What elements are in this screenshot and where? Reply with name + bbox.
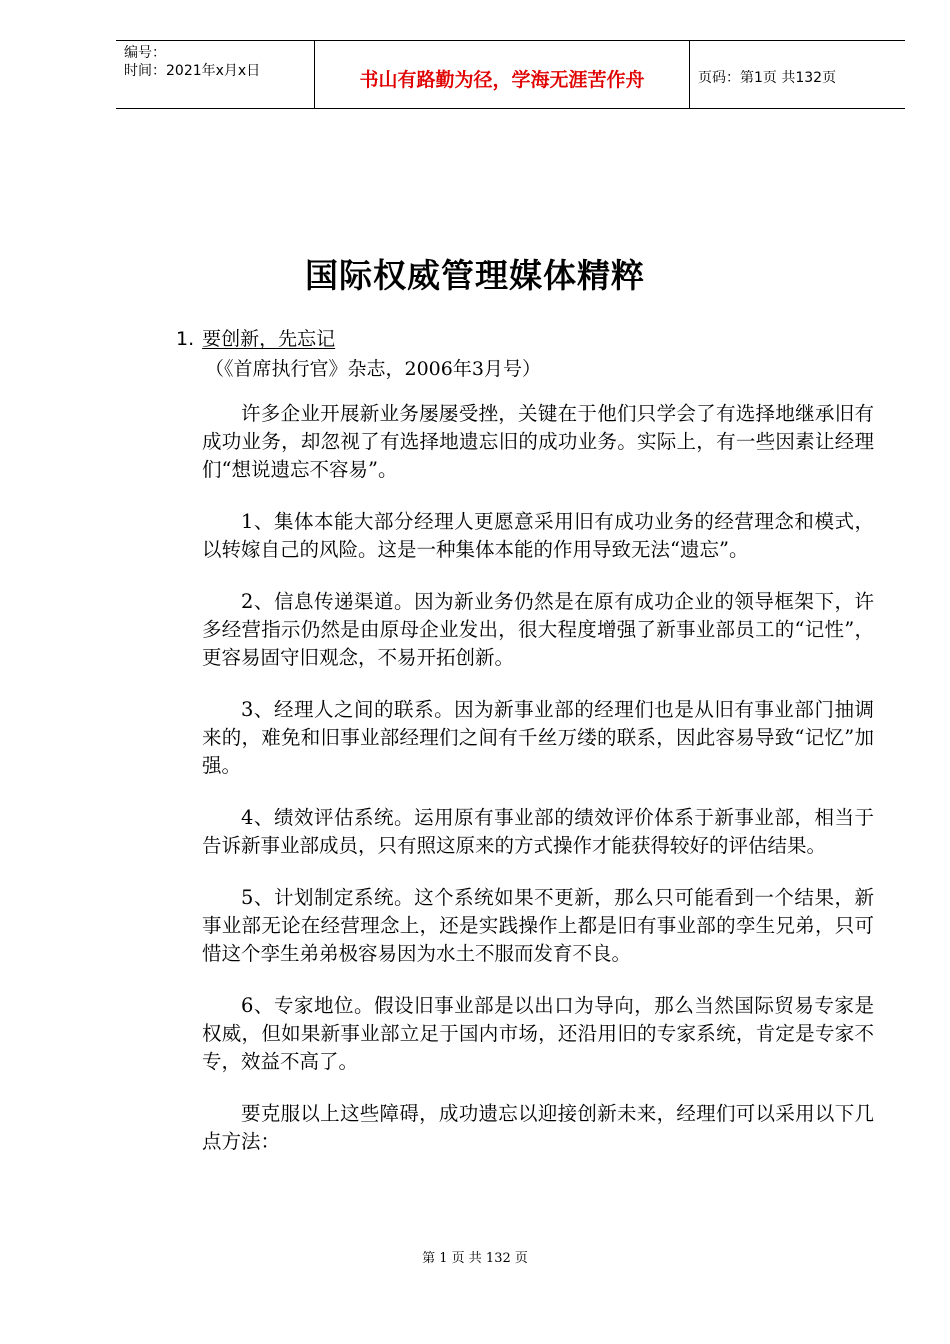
paragraph-point-1: 1、集体本能大部分经理人更愿意采用旧有成功业务的经营理念和模式，以转嫁自己的风险。这是一种集体本能的作用导致无法“遗忘”。 — [202, 510, 874, 561]
paragraph-point-4: 4、绩效评估系统。运用原有事业部的绩效评价体系于新事业部，相当于告诉新事业部成员，只有照这原来的方式操作才能获得较好的评估结果。 — [202, 806, 874, 857]
section-source: （《首席执行官》杂志，2006年3月号） — [205, 358, 541, 380]
paragraph-point-3: 3、经理人之间的联系。因为新事业部的经理们也是从旧有事业部门抽调来的，难免和旧事业部经理们之间有千丝万缕的联系，因此容易导致“记忆”加强。 — [202, 698, 874, 777]
paragraph-intro: 许多企业开展新业务屡屡受挫，关键在于他们只学会了有选择地继承旧有成功业务，却忽视了有选择地遗忘旧的成功业务。实际上，有一些因素让经理们“想说遗忘不容易”。 — [202, 402, 874, 481]
section-title: 要创新，先忘记 — [202, 328, 336, 350]
page-header — [116, 40, 905, 109]
page-info: 页码：第1页 共132页 — [698, 70, 837, 86]
time-label: 时间：2021年x月x日 — [124, 63, 261, 79]
number-label: 编号： — [124, 45, 166, 61]
paragraph-conclusion: 要克服以上这些障碍，成功遗忘以迎接创新未来，经理们可以采用以下几点方法： — [202, 1102, 874, 1153]
section-number: 1. — [176, 328, 195, 350]
page-footer: 第 1 页 共 132 页 — [422, 1251, 528, 1266]
paragraph-point-2: 2、信息传递渠道。因为新业务仍然是在原有成功企业的领导框架下，许多经营指示仍然是由原母企业发出，很大程度增强了新事业部员工的“记性”，更容易固守旧观念，不易开拓创新。 — [202, 590, 874, 669]
header-motto-cell — [315, 41, 690, 108]
document-title: 国际权威管理媒体精粹 — [305, 256, 645, 295]
section-heading — [176, 324, 335, 351]
paragraph-point-6: 6、专家地位。假设旧事业部是以出口为导向，那么当然国际贸易专家是权威，但如果新事业部立足于国内市场，还沿用旧的专家系统，肯定是专家不专，效益不高了。 — [202, 994, 874, 1073]
paragraph-point-5: 5、计划制定系统。这个系统如果不更新，那么只可能看到一个结果，新事业部无论在经营理念上，还是实践操作上都是旧有事业部的孪生兄弟，只可惜这个孪生弟弟极容易因为水土不服而发育不良。 — [202, 886, 874, 965]
header-meta-cell — [116, 41, 315, 108]
document-body — [202, 400, 874, 1180]
header-page-cell — [690, 41, 905, 108]
motto-text: 书山有路勤为径，学海无涯苦作舟 — [359, 69, 645, 91]
